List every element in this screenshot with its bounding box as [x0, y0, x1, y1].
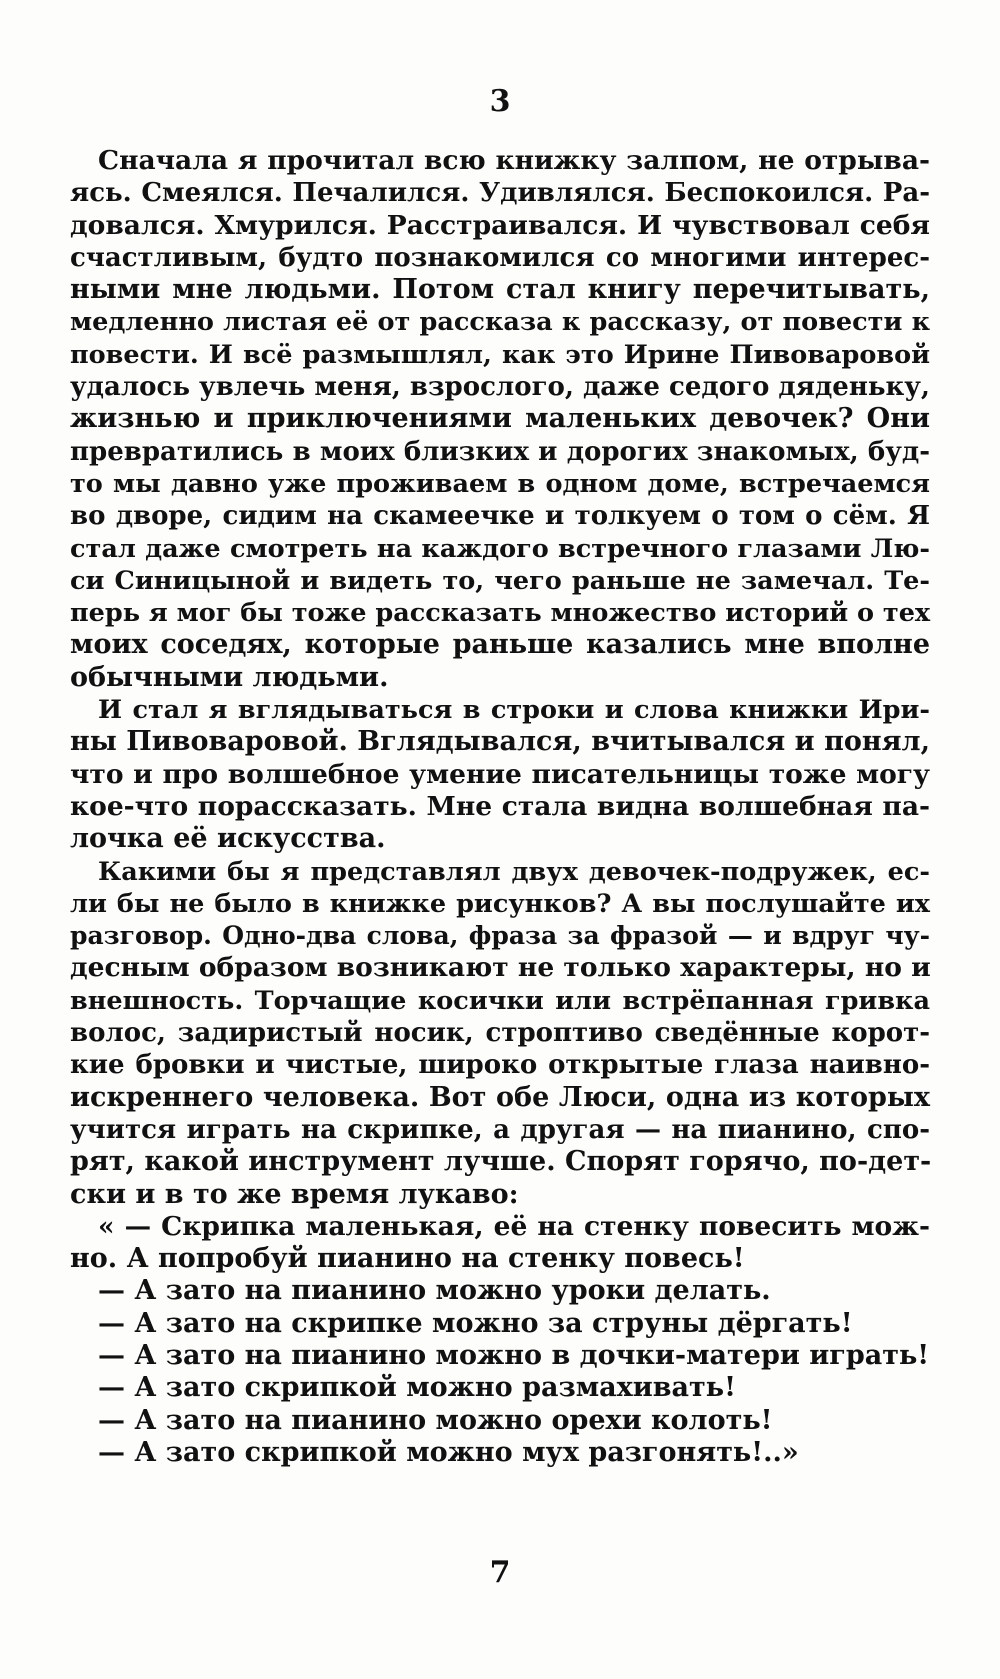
text-line: искреннего человека. Вот обе Люси, одна из которых — [70, 1081, 930, 1113]
text-line: во дворе, сидим на скамеечке и толкуем о том о сём. Я — [70, 501, 930, 532]
text-line: ными мне людьми. Потом стал книгу перечитывать, — [70, 274, 930, 306]
text-line: внешность. Торчащие косички или встрёпанная гривка — [70, 985, 930, 1016]
text-line: то мы давно уже проживаем в одном доме, встречаемся — [70, 468, 930, 499]
text-line: удалось увлечь меня, взрослого, даже седого дяденьку, — [70, 372, 930, 403]
text-line: ны Пивоваровой. Вглядывался, вчитывался и понял, — [70, 726, 930, 758]
text-line: медленно листая её от рассказа к рассказу, от повести к — [70, 307, 930, 338]
text-line: жизнью и приключениями маленьких девочек? Они — [70, 403, 930, 435]
text-line: волос, задиристый носик, строптиво сведённые корот- — [70, 1018, 930, 1049]
text-line: учится играть на скрипке, а другая — на пианино, спо- — [70, 1114, 930, 1145]
page-number: 7 — [489, 1555, 511, 1590]
text-line: — А зато скрипкой можно мух разгонять!..» — [98, 1436, 799, 1468]
text-line: « — Скрипка маленькая, её на стенку повесить мож- — [98, 1210, 930, 1242]
section-number: 3 — [489, 84, 511, 119]
text-line: — А зато на скрипке можно за струны дёргать! — [98, 1307, 853, 1339]
text-line: — А зато скрипкой можно размахивать! — [98, 1372, 736, 1404]
text-line: кие бровки и чистые, широко открытые глаза наивно- — [70, 1050, 930, 1081]
text-line: довался. Хмурился. Расстраивался. И чувствовал себя — [70, 209, 930, 241]
text-line: ли бы не было в книжке рисунков? А вы послушайте их — [70, 888, 930, 919]
text-line: — А зато на пианино можно орехи колоть! — [98, 1404, 773, 1436]
text-line: разговор. Одно-два слова, фраза за фразой — и вдруг чу- — [70, 921, 930, 951]
text-line: превратились в моих близких и дорогих знакомых, буд- — [70, 436, 930, 467]
text-line: лочка её искусства. — [70, 823, 386, 855]
text-line: кое-что порассказать. Мне стала видна волшебная па- — [70, 790, 930, 822]
text-line: И стал я вглядываться в строки и слова книжки Ири- — [98, 695, 930, 726]
text-line: рят, какой инструмент лучше. Спорят горячо, по-дет- — [70, 1146, 932, 1178]
text-line: Какими бы я представлял двух девочек-подружек, ес- — [98, 856, 930, 887]
text-line: перь я мог бы тоже рассказать множество историй о тех — [70, 598, 931, 629]
text-line: Сначала я прочитал всю книжку залпом, не отрыва- — [98, 145, 930, 176]
text-line: — А зато на пианино можно уроки делать. — [98, 1275, 771, 1307]
text-line: си Синицыной и видеть то, чего раньше не замечал. Те- — [70, 565, 930, 596]
text-line: моих соседях, которые раньше казались мне вполне — [70, 629, 930, 661]
text-line: стал даже смотреть на каждого встречного глазами Лю- — [70, 533, 930, 564]
text-line: — А зато на пианино можно в дочки-матери играть! — [98, 1339, 930, 1371]
text-line: что и про волшебное умение писательницы тоже могу — [70, 758, 930, 790]
text-line: ясь. Смеялся. Печалился. Удивлялся. Беспокоился. Ра- — [70, 178, 930, 209]
body-text — [70, 145, 930, 1469]
text-line: обычными людьми. — [70, 661, 389, 693]
text-line: ски и в то же время лукаво: — [70, 1178, 519, 1210]
text-line: но. А попробуй пианино на стенку повесь! — [70, 1243, 745, 1275]
text-line: десным образом возникают не только характеры, но и — [70, 952, 931, 984]
text-line: повести. И всё размышлял, как это Ирине Пивоваровой — [70, 339, 930, 370]
text-line: счастливым, будто познакомился со многими интерес- — [70, 242, 930, 273]
